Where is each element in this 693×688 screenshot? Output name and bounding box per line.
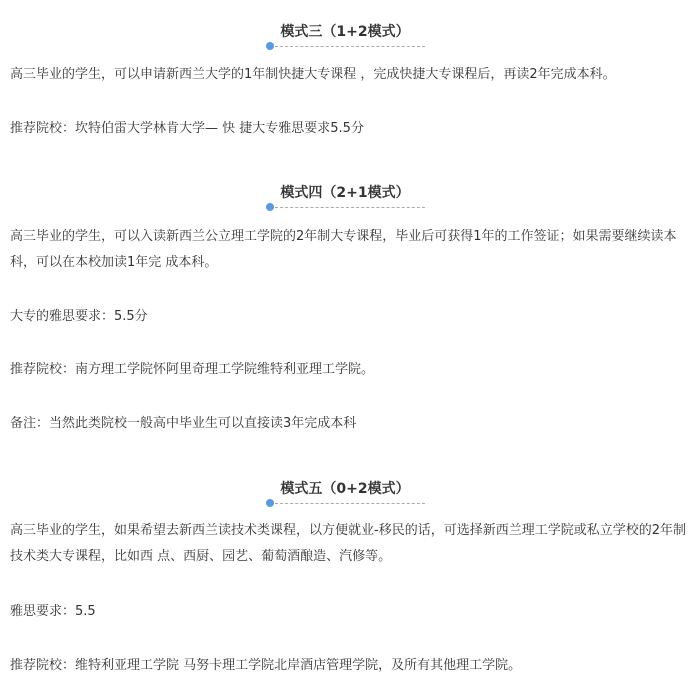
paragraph-mode-4-ielts: 大专的雅思要求：5.5分: [10, 309, 148, 324]
paragraph-mode-4-recommended: 推荐院校：南方理工学院怀阿里奇理工学院维特利亚理工学院。: [10, 362, 375, 377]
section-title: 模式三（1+2模式）: [280, 24, 410, 40]
section-heading-mode-4: [0, 183, 693, 217]
section-heading-mode-5: [0, 479, 693, 513]
bullet-dot-icon: [266, 499, 274, 507]
section-title: 模式五（0+2模式）: [280, 481, 410, 497]
section-title: 模式四（2+1模式）: [280, 185, 410, 201]
paragraph-mode-4-note: 备注：当然此类院校一般高中毕业生可以直接读3年完成本科: [10, 416, 357, 431]
paragraph-mode-3-description: 高三毕业的学生，可以申请新西兰大学的1年制快捷大专课程 ，完成快捷大专课程后，再读2年完成本科。: [10, 67, 616, 82]
paragraph-mode-5-description: 高三毕业的学生，如果希望去新西兰读技术类课程，以方便就业-移民的话，可选择新西兰理工学院或私立学校的2年制技术类大专课程，比如西 点、西厨、园艺、葡萄酒酿造、汽修等。: [10, 523, 686, 564]
paragraph-mode-5-recommended: 推荐院校：维特利亚理工学院 马努卡理工学院北岸酒店管理学院，及所有其他理工学院。: [10, 658, 522, 673]
dashed-divider: [275, 207, 425, 208]
section-heading-mode-3: [0, 22, 693, 56]
paragraph-mode-5-ielts: 雅思要求：5.5: [10, 604, 96, 619]
paragraph-mode-4-description: 高三毕业的学生，可以入读新西兰公立理工学院的2年制大专课程，毕业后可获得1年的工作签证；如果需要继续读本科，可以在本校加读1年完 成本科。: [10, 229, 677, 270]
paragraph-mode-3-recommended: 推荐院校：坎特伯雷大学林肯大学— 快 捷大专雅思要求5.5分: [10, 121, 364, 136]
bullet-dot-icon: [266, 42, 274, 50]
bullet-dot-icon: [266, 203, 274, 211]
dashed-divider: [275, 46, 425, 47]
dashed-divider: [275, 503, 425, 504]
